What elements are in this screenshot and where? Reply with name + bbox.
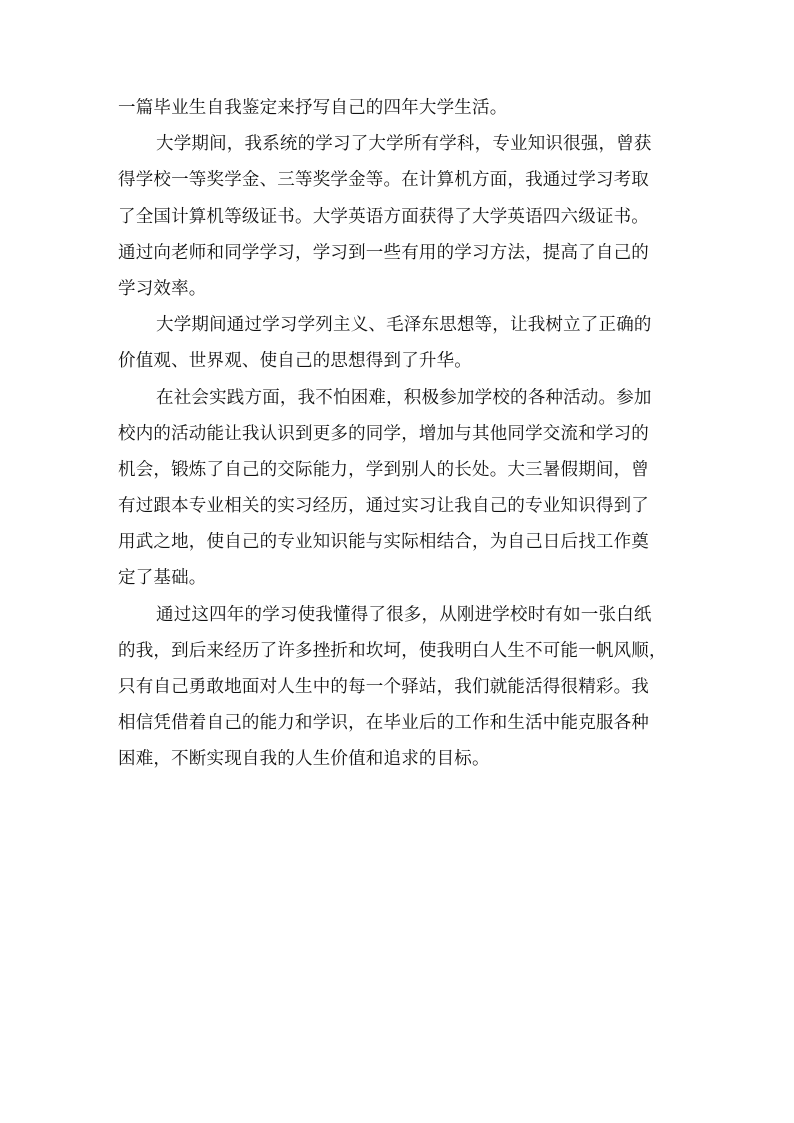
paragraph-3 [118, 307, 684, 379]
paragraph-line: 机会，锻炼了自己的交际能力，学到别人的长处。大三暑假期间，曾 [118, 459, 649, 480]
paragraph-line: 相信凭借着自己的能力和学识，在毕业后的工作和生活中能克服各种 [118, 713, 649, 734]
paragraph-line: 学习效率。 [118, 278, 207, 299]
paragraph-line: 困难，不断实现自我的人生价值和追求的目标。 [118, 749, 490, 770]
paragraph-line: 的我，到后来经历了许多挫折和坎坷，使我明白人生不可能一帆风顺， [118, 640, 667, 661]
paragraph-2 [118, 126, 684, 307]
paragraph-line: 大学期间，我系统的学习了大学所有学科，专业知识很强，曾获 [156, 134, 652, 155]
paragraph-line: 通过这四年的学习使我懂得了很多，从刚进学校时有如一张白纸 [156, 604, 652, 625]
paragraph-1 [118, 90, 684, 126]
paragraph-line: 用武之地，使自己的专业知识能与实际相结合，为自己日后找工作奠 [118, 532, 649, 553]
paragraph-line: 了全国计算机等级证书。大学英语方面获得了大学英语四六级证书。 [118, 206, 649, 227]
paragraph-line: 有过跟本专业相关的实习经历，通过实习让我自己的专业知识得到了 [118, 496, 649, 517]
paragraph-line: 大学期间通过学习学列主义、毛泽东思想等，让我树立了正确的 [156, 315, 652, 336]
paragraph-line: 只有自己勇敢地面对人生中的每一个驿站，我们就能活得很精彩。我 [118, 677, 649, 697]
paragraph-line: 价值观、世界观、使自己的思想得到了升华。 [118, 351, 472, 372]
document-body [118, 90, 684, 778]
paragraph-line: 校内的活动能让我认识到更多的同学，增加与其他同学交流和学习的 [118, 423, 649, 444]
paragraph-line: 一篇毕业生自我鉴定来抒写自己的四年大学生活。 [118, 98, 508, 118]
paragraph-5 [118, 597, 684, 778]
paragraph-line: 定了基础。 [118, 568, 207, 589]
paragraph-4 [118, 380, 684, 597]
paragraph-line: 在社会实践方面，我不怕困难，积极参加学校的各种活动。参加 [156, 387, 652, 408]
paragraph-line: 得学校一等奖学金、三等奖学金等。在计算机方面，我通过学习考取 [118, 170, 649, 191]
paragraph-line: 通过向老师和同学学习，学习到一些有用的学习方法，提高了自己的 [118, 242, 649, 263]
